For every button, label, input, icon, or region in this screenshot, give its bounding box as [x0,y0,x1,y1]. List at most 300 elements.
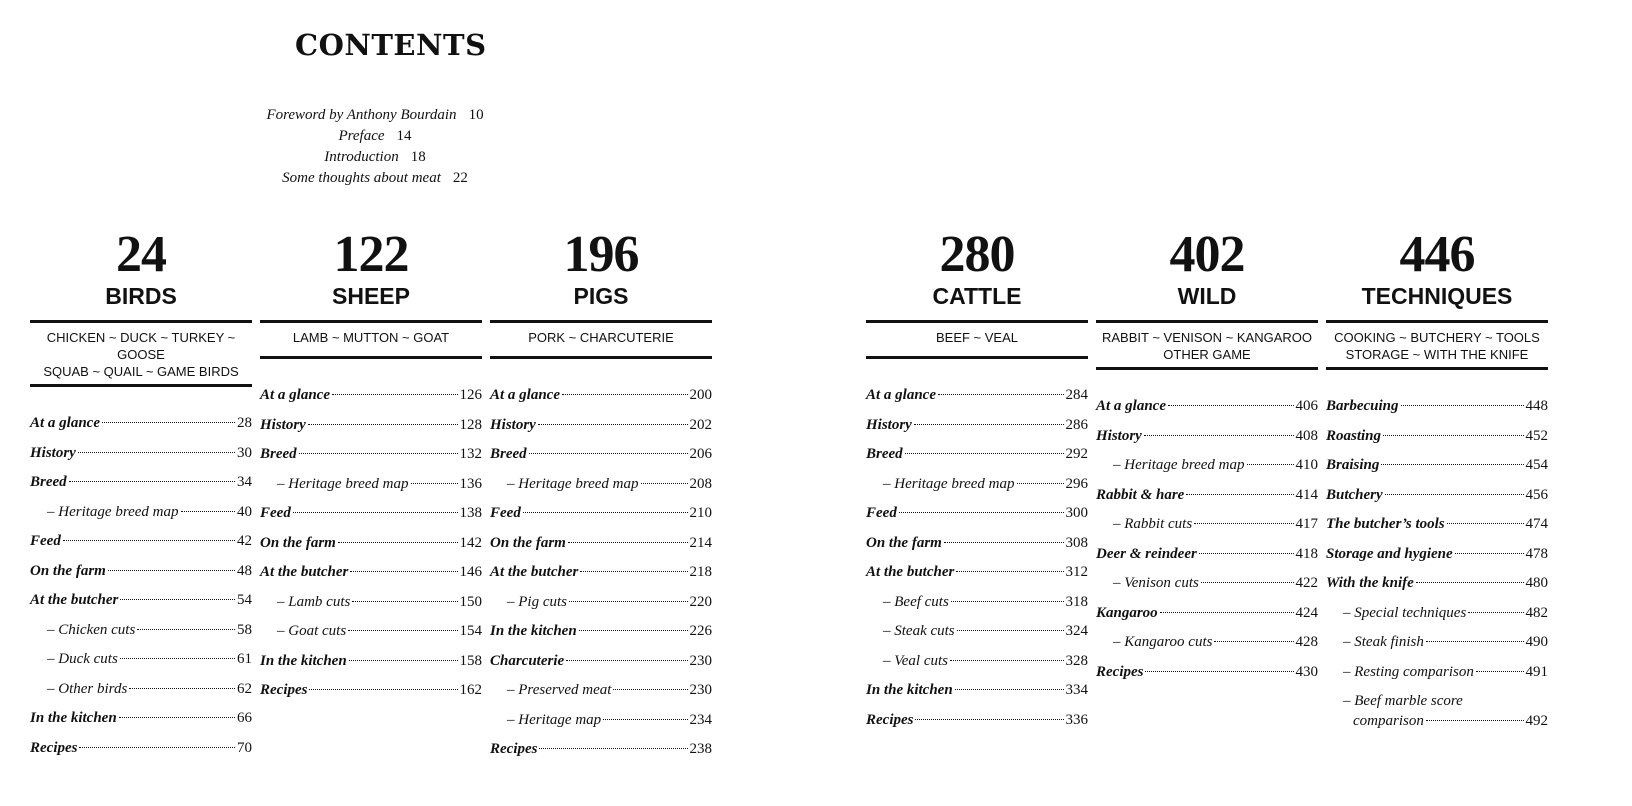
section-title[interactable]: TECHNIQUES [1361,283,1513,309]
front-matter-item[interactable] [240,168,510,189]
dot-leader [641,483,688,484]
dot-leader [1468,612,1523,613]
entry-page: 448 [1525,398,1548,414]
section-title[interactable]: BIRDS [105,283,177,309]
entry-page: 418 [1295,545,1318,562]
entry-label: Butchery [1326,486,1383,503]
entry-label: – Other birds [47,680,128,697]
dot-leader [1416,582,1524,583]
toc-entry[interactable] [866,558,1088,588]
section-column-pigs [490,226,712,765]
toc-entry[interactable] [1326,599,1548,629]
toc-entry[interactable] [866,706,1088,736]
dot-leader [309,689,457,690]
front-matter-label: Foreword by Anthony Bourdain [266,107,457,123]
toc-entry[interactable] [490,617,712,647]
toc-entry[interactable] [1326,687,1548,731]
dot-leader [899,512,1064,513]
toc-entry[interactable] [1096,392,1318,422]
toc-entry[interactable] [30,645,252,675]
dot-leader [529,453,688,454]
section-page-number[interactable]: 280 [939,226,1015,283]
toc-entry[interactable] [866,676,1088,706]
entry-page: 482 [1525,604,1548,621]
section-page-number[interactable]: 402 [1169,226,1245,283]
entry-page: 417 [1295,516,1318,532]
entry-page: 214 [689,534,712,551]
entry-list [260,381,482,706]
entry-page: 30 [237,444,252,461]
dot-leader [349,660,458,661]
entry-label: Braising [1326,457,1380,473]
entry-label: On the farm [30,562,106,579]
entry-page: 414 [1295,486,1318,503]
toc-entry[interactable] [490,529,712,559]
entry-page: 336 [1065,711,1088,728]
toc-entry[interactable] [866,588,1088,618]
entry-label: Feed [30,533,61,549]
entry-label: At the butcher [866,564,955,580]
dot-leader [1160,612,1294,613]
dot-leader [566,660,687,661]
entry-label: – Heritage breed map [47,503,179,520]
toc-entry[interactable] [1096,451,1318,481]
dot-leader [905,453,1064,454]
toc-entry[interactable] [260,411,482,441]
entry-page: 226 [689,623,712,639]
dot-leader [352,601,457,602]
subtitle-line: STORAGE ~ WITH THE KNIFE [1345,347,1529,362]
toc-entry[interactable] [1326,628,1548,658]
entry-page: 318 [1065,593,1088,610]
entry-label: Recipes [866,711,914,728]
entry-label: In the kitchen [30,710,117,726]
entry-label: Breed [260,446,297,462]
toc-entry[interactable] [30,675,252,705]
toc-entry[interactable] [866,499,1088,529]
dot-leader [914,424,1064,425]
section-subtitle [490,320,712,359]
dot-leader [79,747,235,748]
toc-entry[interactable] [490,735,712,765]
section-page-number[interactable]: 446 [1399,226,1475,283]
section-title[interactable]: CATTLE [932,283,1022,309]
toc-entry[interactable] [1096,599,1318,629]
entry-label: History [260,416,306,433]
entry-label: On the farm [260,534,336,551]
dot-leader [348,630,457,631]
front-matter-label: Preface [338,128,385,144]
entry-label: – Steak finish [1343,634,1424,650]
dot-leader [1199,553,1294,554]
dot-leader [120,658,235,659]
subtitle-line: PORK ~ CHARCUTERIE [528,330,674,345]
toc-entry[interactable] [1096,540,1318,570]
entry-page: 492 [1525,713,1548,729]
toc-entry[interactable] [260,440,482,470]
toc-entry[interactable] [490,470,712,500]
toc-entry[interactable] [866,529,1088,559]
entry-page: 202 [689,416,712,433]
section-subtitle [30,320,252,387]
entry-label: In the kitchen [490,623,577,639]
entry-label: – Preserved meat [507,682,612,698]
entry-label: Recipes [490,741,538,757]
toc-entry[interactable] [30,734,252,764]
section-subtitle [866,320,1088,359]
entry-page: 218 [689,564,712,580]
entry-page: 454 [1525,457,1548,473]
dot-leader [580,571,687,572]
toc-entry[interactable] [260,499,482,529]
dot-leader [562,394,688,395]
entry-label: At a glance [490,387,560,403]
entry-label: – Rabbit cuts [1113,516,1193,532]
dot-leader [411,483,458,484]
toc-entry[interactable] [1326,422,1548,452]
entry-page: 328 [1065,652,1088,669]
dot-leader [350,571,457,572]
dot-leader [1401,405,1524,406]
toc-entry[interactable] [30,586,252,616]
subtitle-line: RABBIT ~ VENISON ~ KANGAROO [1102,330,1312,345]
entry-label: – Heritage breed map [507,475,639,492]
toc-entry[interactable] [1326,481,1548,511]
page-title: CONTENTS [295,28,487,62]
dot-leader [69,481,235,482]
toc-entry[interactable] [1096,658,1318,688]
toc-entry[interactable] [866,381,1088,411]
toc-entry[interactable] [490,411,712,441]
toc-entry[interactable] [30,704,252,734]
entry-page: 334 [1065,682,1088,698]
toc-entry[interactable] [490,381,712,411]
entry-page: 238 [689,741,712,757]
entry-label-continued: comparison [1353,713,1424,729]
toc-entry[interactable] [30,498,252,528]
toc-entry[interactable] [490,706,712,736]
dot-leader [1168,405,1294,406]
dot-leader [957,630,1064,631]
entry-label: – Heritage breed map [883,475,1015,492]
entry-label: In the kitchen [866,682,953,698]
entry-label: History [30,444,76,461]
toc-entry[interactable] [1096,422,1318,452]
entry-page: 206 [689,446,712,462]
entry-list [866,381,1088,735]
entry-label: At the butcher [260,564,349,580]
entry-page: 424 [1295,604,1318,621]
toc-entry[interactable] [490,647,712,677]
entry-label: – Heritage breed map [1113,457,1245,473]
entry-label: – Chicken cuts [47,621,136,638]
toc-entry[interactable] [866,470,1088,500]
dot-leader [950,660,1064,661]
section-subtitle [260,320,482,359]
entry-label: On the farm [490,534,566,551]
dot-leader [63,540,235,541]
entry-page: 292 [1065,446,1088,462]
dot-leader [569,601,688,602]
entry-page: 452 [1525,427,1548,444]
entry-page: 126 [459,387,482,403]
dot-leader [603,719,687,720]
front-matter-item[interactable] [240,105,510,126]
front-matter-label: Some thoughts about meat [282,170,441,186]
section-column-wild [1096,226,1318,687]
entry-page: 132 [459,446,482,462]
entry-page: 406 [1295,398,1318,414]
entry-label: At a glance [260,387,330,403]
entry-label: Breed [30,474,67,490]
section-page-number[interactable]: 122 [333,226,409,283]
entry-page: 128 [459,416,482,433]
entry-page: 408 [1295,427,1318,444]
toc-entry[interactable] [866,617,1088,647]
section-column-birds [30,226,252,763]
entry-page: 54 [237,592,252,608]
entry-label: With the knife [1326,575,1414,591]
toc-entry[interactable] [260,470,482,500]
toc-entry[interactable] [30,409,252,439]
toc-entry[interactable] [1326,451,1548,481]
toc-entry[interactable] [490,558,712,588]
entry-label: History [866,416,912,433]
front-matter-item[interactable] [240,147,510,168]
dot-leader [181,511,236,512]
toc-entry[interactable] [260,558,482,588]
entry-page: 146 [459,564,482,580]
section-title[interactable]: WILD [1177,283,1237,309]
entry-label: In the kitchen [260,652,347,669]
entry-label: – Steak cuts [883,623,955,639]
entry-label: – Kangaroo cuts [1113,634,1213,650]
toc-entry[interactable] [490,499,712,529]
entry-label: Feed [866,505,897,521]
entry-label: – Duck cuts [47,651,118,667]
dot-leader [1194,523,1293,524]
entry-list [30,409,252,763]
entry-label: History [1096,427,1142,444]
dot-leader [523,512,688,513]
dot-leader [1385,494,1524,495]
toc-entry[interactable] [260,381,482,411]
entry-list [1096,392,1318,687]
entry-page: 491 [1525,663,1548,680]
dot-leader [956,571,1063,572]
entry-label: At the butcher [490,564,579,580]
entry-page: 34 [237,474,252,490]
toc-entry[interactable] [260,529,482,559]
toc-entry[interactable] [490,440,712,470]
entry-page: 162 [459,682,482,698]
section-title[interactable]: PIGS [573,283,629,309]
entry-page: 42 [237,533,252,549]
entry-page: 300 [1065,505,1088,521]
entry-page: 480 [1525,575,1548,591]
entry-label: The butcher’s tools [1326,516,1445,532]
entry-page: 62 [237,680,252,697]
section-title[interactable]: SHEEP [332,283,410,309]
entry-label: – Heritage breed map [277,475,409,492]
entry-page: 284 [1065,387,1088,403]
entry-label: Barbecuing [1326,398,1399,414]
entry-label: At a glance [1096,398,1166,414]
entry-label: At the butcher [30,592,119,608]
front-matter [240,105,510,189]
toc-entry[interactable] [260,588,482,618]
entry-label: Charcuterie [490,652,565,669]
dot-leader [1383,435,1523,436]
entry-list [1326,392,1548,731]
entry-page: 230 [689,652,712,669]
entry-label: History [490,416,536,433]
section-page-number[interactable]: 196 [563,226,639,283]
entry-label: At a glance [30,415,100,431]
entry-label: At a glance [866,387,936,403]
entry-label: – Beef marble score [1343,693,1463,709]
dot-leader [332,394,458,395]
dot-leader [78,452,235,453]
dot-leader [951,601,1064,602]
toc-entry[interactable] [30,557,252,587]
entry-page: 154 [459,623,482,639]
dot-leader [1455,553,1524,554]
entry-page: 324 [1065,623,1088,639]
toc-entry[interactable] [30,527,252,557]
dot-leader [119,717,235,718]
toc-entry[interactable] [30,439,252,469]
dot-leader [1017,483,1064,484]
section-subtitle [1326,320,1548,370]
entry-label: – Pig cuts [507,593,567,610]
dot-leader [129,688,235,689]
entry-label: Storage and hygiene [1326,545,1453,562]
dot-leader [137,629,235,630]
subtitle-line: BEEF ~ VEAL [935,330,1018,345]
entry-label: Recipes [30,739,78,756]
toc-entry[interactable] [260,676,482,706]
toc-entry[interactable] [260,647,482,677]
dot-leader [1426,641,1524,642]
dot-leader [102,422,235,423]
entry-label: Rabbit & hare [1096,486,1185,503]
dot-leader [915,719,1063,720]
dot-leader [308,424,458,425]
entry-page: 490 [1525,634,1548,650]
entry-page: 28 [237,415,252,431]
toc-entry[interactable] [30,468,252,498]
entry-page: 234 [689,711,712,728]
front-matter-page: 10 [468,107,484,123]
subtitle-line: CHICKEN ~ DUCK ~ TURKEY ~ GOOSE [46,330,236,362]
section-subtitle [1096,320,1318,370]
entry-label: Feed [260,505,291,521]
subtitle-line: COOKING ~ BUTCHERY ~ TOOLS [1334,330,1540,345]
entry-label: Recipes [260,682,308,698]
toc-entry[interactable] [490,676,712,706]
entry-label: – Veal cuts [883,652,948,669]
section-column-cattle [866,226,1088,735]
entry-label: – Venison cuts [1113,575,1199,591]
dot-leader [1145,671,1293,672]
entry-label: Feed [490,505,521,521]
section-column-sheep [260,226,482,706]
entry-page: 61 [237,651,252,667]
entry-page: 410 [1295,457,1318,473]
entry-page: 48 [237,562,252,579]
dot-leader [579,630,688,631]
entry-list [490,381,712,765]
front-matter-item[interactable] [240,126,510,147]
dot-leader [338,542,458,543]
dot-leader [955,689,1064,690]
entry-page: 456 [1525,486,1548,503]
entry-page: 478 [1525,545,1548,562]
toc-entry[interactable] [866,440,1088,470]
toc-entry[interactable] [866,647,1088,677]
toc-entry[interactable] [30,616,252,646]
dot-leader [538,424,688,425]
toc-entry[interactable] [1326,540,1548,570]
subtitle-line: LAMB ~ MUTTON ~ GOAT [292,330,450,345]
entry-page: 220 [689,593,712,610]
entry-page: 158 [459,652,482,669]
entry-page: 312 [1065,564,1088,580]
toc-entry[interactable] [1096,510,1318,540]
entry-label: Roasting [1326,427,1382,444]
entry-page: 70 [237,739,252,756]
toc-entry[interactable] [1326,569,1548,599]
toc-entry[interactable] [1326,392,1548,422]
toc-entry[interactable] [490,588,712,618]
dot-leader [1426,720,1524,721]
toc-entry[interactable] [866,411,1088,441]
entry-page: 474 [1525,516,1548,532]
dot-leader [539,748,687,749]
entry-page: 58 [237,621,252,638]
entry-label: Breed [866,446,903,462]
entry-page: 286 [1065,416,1088,433]
entry-label: – Lamb cuts [277,593,351,610]
entry-page: 150 [459,593,482,610]
dot-leader [1247,464,1294,465]
entry-label: Deer & reindeer [1096,545,1197,562]
front-matter-page: 18 [410,149,426,165]
dot-leader [568,542,688,543]
entry-label: Kangaroo [1096,604,1158,621]
toc-entry[interactable] [1096,481,1318,511]
entry-label: – Special techniques [1343,604,1467,621]
entry-page: 428 [1295,634,1318,650]
dot-leader [1381,464,1523,465]
toc-entry[interactable] [1096,628,1318,658]
dot-leader [293,512,458,513]
subtitle-line: OTHER GAME [1163,347,1251,362]
entry-page: 308 [1065,534,1088,551]
dot-leader [938,394,1064,395]
toc-entry[interactable] [1326,510,1548,540]
front-matter-page: 22 [452,170,468,186]
entry-page: 40 [237,503,252,520]
dot-leader [613,689,687,690]
toc-entry[interactable] [260,617,482,647]
entry-page: 430 [1295,663,1318,680]
entry-page: 208 [689,475,712,492]
toc-entry[interactable] [1096,569,1318,599]
toc-entry[interactable] [1326,658,1548,688]
section-page-number[interactable]: 24 [116,226,166,283]
